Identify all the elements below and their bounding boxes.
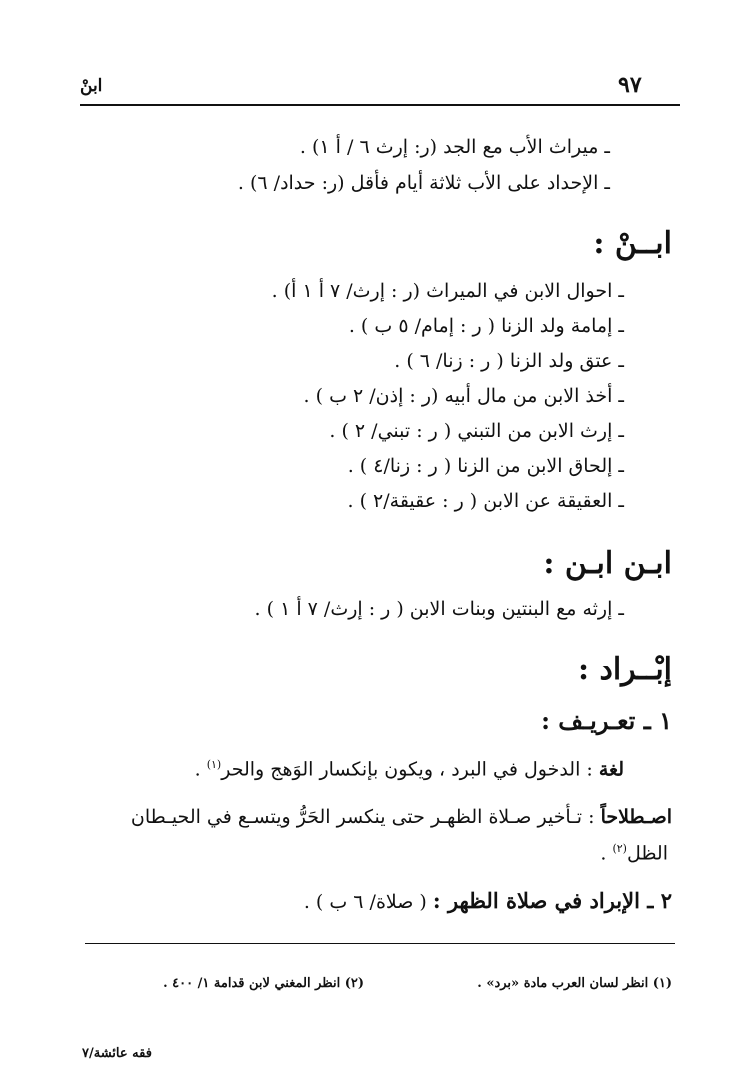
definition-heading: ١ ـ تعـريـف : bbox=[541, 706, 672, 735]
running-head: ابنْ bbox=[80, 76, 103, 96]
list-item: ـ أخذ الابن من مال أبيه (ر : إذن/ ٢ ب ) . bbox=[303, 385, 624, 407]
page-number: ٩٧ bbox=[618, 72, 642, 98]
subsection-2 bbox=[304, 888, 672, 913]
section-heading-ibn-ibn: ابـن ابـن : bbox=[543, 546, 672, 581]
istilah-line2: الظل bbox=[626, 842, 668, 865]
header-rule bbox=[80, 104, 680, 106]
list-item: ـ احوال الابن في الميراث (ر : إرث/ ٧ أ ١ أ) . bbox=[271, 280, 624, 302]
istilah-end: . bbox=[600, 842, 613, 865]
list-item: ـ إلحاق الابن من الزنا ( ر : زنا/٤ ) . bbox=[347, 455, 624, 477]
footnote-ref-1: (١) bbox=[206, 758, 222, 771]
istilah-text: : تـأخير صـلاة الظهـر حتى ينكسر الحَرُّ ويتسـع في الحيـطان bbox=[130, 806, 601, 828]
footnote-2: (٢) انظر المغني لابن قدامة ١/ ٤٠٠ . bbox=[163, 976, 364, 991]
lugha-paragraph bbox=[195, 758, 624, 780]
lugha-end: . bbox=[194, 758, 207, 781]
footnote-rule bbox=[85, 943, 675, 944]
footnote-1: (١) انظر لسان العرب مادة «برد» . bbox=[477, 976, 672, 991]
list-item: ـ عتق ولد الزنا ( ر : زنا/ ٦ ) . bbox=[394, 350, 624, 372]
subsection-2-ref: ( صلاة/ ٦ ب ) . bbox=[303, 891, 433, 913]
lugha-text: : الدخول في البرد ، ويكون بإنكسار الوَهج والحر bbox=[221, 758, 599, 781]
list-item: ـ الإحداد على الأب ثلاثة أيام فأقل (ر: حداد/ ٦) . bbox=[237, 172, 610, 194]
list-item: ـ إرث الابن من التبني ( ر : تبني/ ٢ ) . bbox=[329, 420, 624, 442]
istilah-paragraph-line1 bbox=[131, 806, 672, 828]
section-heading-ibn: ابــنْ : bbox=[593, 226, 672, 261]
lugha-term: لغة bbox=[598, 758, 624, 781]
colophon: فقه عائشة/٧ bbox=[82, 1046, 152, 1061]
list-item: ـ إمامة ولد الزنا ( ر : إمام/ ٥ ب ) . bbox=[348, 315, 624, 337]
list-item: ـ ميراث الأب مع الجد (ر: إرث ٦ / أ ١) . bbox=[299, 136, 610, 158]
list-item: ـ إرثه مع البنتين وبنات الابن ( ر : إرث/ ٧ أ ١ ) . bbox=[254, 598, 624, 620]
istilah-term: اصـطلاحاً bbox=[600, 806, 672, 828]
istilah-paragraph-line2 bbox=[600, 842, 668, 864]
list-item: ـ العقيقة عن الابن ( ر : عقيقة/٢ ) . bbox=[347, 490, 624, 512]
footnote-ref-2: (٢) bbox=[612, 842, 627, 855]
subsection-2-heading: ٢ ـ الإبراد في صلاة الظهر : bbox=[432, 888, 672, 913]
section-heading-ibrad: إبْــراد : bbox=[577, 652, 672, 687]
